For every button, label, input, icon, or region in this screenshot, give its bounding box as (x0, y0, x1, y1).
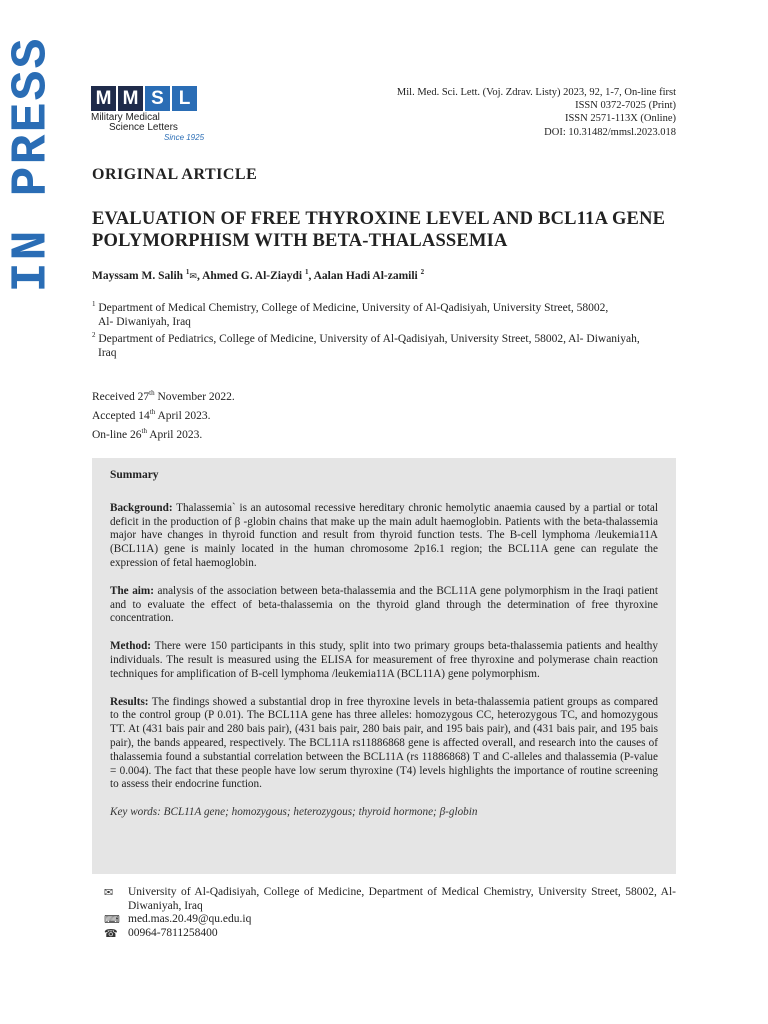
logo-letter-box: M (91, 86, 116, 111)
logo-letter-box: M (118, 86, 143, 111)
affiliation (92, 297, 682, 330)
author-name: Mayssam M. Salih (92, 269, 184, 282)
logo-line-2: Science Letters (109, 122, 178, 133)
logo-caption (91, 113, 211, 143)
summary-background: Background: Thalassemia` is an autosomal recessive hereditary chronic hemolytic anaemia caused by a partial or total deficit in the production of β -globin chains that make up the main adult haemoglobin. Patients with the beta-thalassemia major have changes in thyroid function and result from thyroid function tests. The B-cell lymphoma /leukemia11A (BCL11A) gene is mainly located in the human chromosome 2p16.1 region; the BCL11A gene can regulate the expression of fetal haemoglobin. (110, 501, 658, 569)
logo-letter-box: L (172, 86, 197, 111)
affiliation (92, 328, 682, 361)
in-press-stamp (0, 14, 64, 314)
computer-icon: ⌨ (104, 913, 120, 926)
affiliation-line: Al- Diwaniyah, Iraq (98, 316, 191, 329)
affiliation-number: 1 (92, 300, 96, 308)
summary-box (92, 458, 676, 874)
affiliation-line: Iraq (98, 347, 117, 360)
in-press-text: IN PRESS (3, 35, 61, 293)
received-date: Received 27th November 2022. (92, 389, 235, 403)
contact-email (104, 913, 676, 927)
online-date: On-line 26th April 2023. (92, 426, 203, 441)
keywords: Key words: BCL11A gene; homozygous; heterozygous; thyroid hormone; β-globin (110, 806, 478, 819)
logo-letters (91, 86, 211, 111)
journal-logo (91, 86, 211, 143)
article-type: ORIGINAL ARTICLE (92, 166, 258, 183)
summary-method: Method: There were 150 participants in this study, split into two primary groups beta-thalassemia patients and healthy individuals. The result is measured using the ELISA for measurement of free thyroxine and polymerase chain reaction techniques for amplification of B-cell lymphoma /leukemia11A (BCL11A) gene polymorphism. (110, 640, 658, 680)
article-title: EVALUATION OF FREE THYROXINE LEVEL AND BCL11A GENE POLYMORPHISM WITH BETA-THALASSEMIA (92, 209, 666, 251)
contact-phone (104, 927, 676, 941)
accepted-date: Accepted 14th April 2023. (92, 407, 211, 422)
contact-info (104, 886, 676, 940)
journal-info (397, 86, 676, 139)
author-affiliation-number: 1 (304, 268, 309, 276)
issn-print: ISSN 0372-7025 (Print) (575, 100, 676, 112)
summary-results: Results: The findings showed a substantial drop in free thyroxine levels in beta-thalassemia patient groups as compared to the control group (P 0.01). The BCL11A gene has three alleles: homozygous CC, heterozygous TC, and homozygous TT. At (431 bais pair and 280 bais pair), (431 bais pair, 280 bais pair, and 195 bais pair), and (431 bais pair, and 195 bais pair), the bands appeared, respectively. The BCL11A rs11886868 gene is affected overall, and research into the causes of thalassemia found a substantial correlation between the BCL11A (rs 11886868) T and C-alleles and thalassemia (P-value = 0.004). The fact that these people have low serum thyroxine (T4) levels highlights the importance of routine screening to assess their endocrine function. (110, 695, 658, 791)
journal-citation: Mil. Med. Sci. Lett. (Voj. Zdrav. Listy) 2023, 92, 1-7, On-line first (396, 87, 676, 98)
author-name: Aalan Hadi Al-zamili (313, 269, 418, 282)
envelope-icon: ✉ (104, 886, 114, 899)
affiliation-line: Department of Pediatrics, College of Medicine, University of Al-Qadisiyah, University Street, 58002, Al- Diwaniyah, (98, 332, 640, 345)
summary-heading: Summary (110, 469, 159, 481)
phone-text: 00964-7811258400 (128, 926, 218, 939)
author-affiliation-number: 2 (420, 268, 425, 276)
phone-icon: ☎ (104, 926, 118, 940)
summary-aim: The aim: analysis of the association between beta-thalassemia and the BCL11A gene polymorphism in the Iraqi patient and to evaluate the effect of beta-thalassemia on the thyroid gland through the determination of free thyroxine concentration. (110, 584, 658, 625)
contact-address (104, 886, 676, 913)
article-dates (92, 386, 235, 442)
logo-line-3: Since 1925 (164, 133, 205, 142)
author-affiliation-number: 1 (185, 268, 190, 276)
logo-line-1: Military Medical (91, 112, 160, 123)
author-list: Mayssam M. Salih $^1$✉, Ahmed G. Al-Ziaydi $^1$, Aalan Hadi Al-zamili $^2$ (92, 268, 425, 282)
author-name: Ahmed G. Al-Ziaydi (202, 269, 303, 282)
issn-online: ISSN 2571-113X (Online) (564, 113, 676, 125)
logo-letter-box: S (145, 86, 170, 111)
doi[interactable]: DOI: 10.31482/mmsl.2023.018 (544, 126, 676, 138)
email-link[interactable]: med.mas.20.49@qu.edu.iq (128, 913, 252, 925)
affiliation-number: 2 (92, 331, 96, 339)
address-text: University of Al-Qadisiyah, College of Medicine, Department of Medical Chemistry, University Street, 58002, Al- Diwaniyah, Iraq (128, 886, 676, 912)
affiliation-line: Department of Medical Chemistry, College of Medicine, University of Al-Qadisiyah, University Street, 58002, (98, 301, 609, 314)
corresponding-author-icon: ✉ (189, 271, 197, 282)
